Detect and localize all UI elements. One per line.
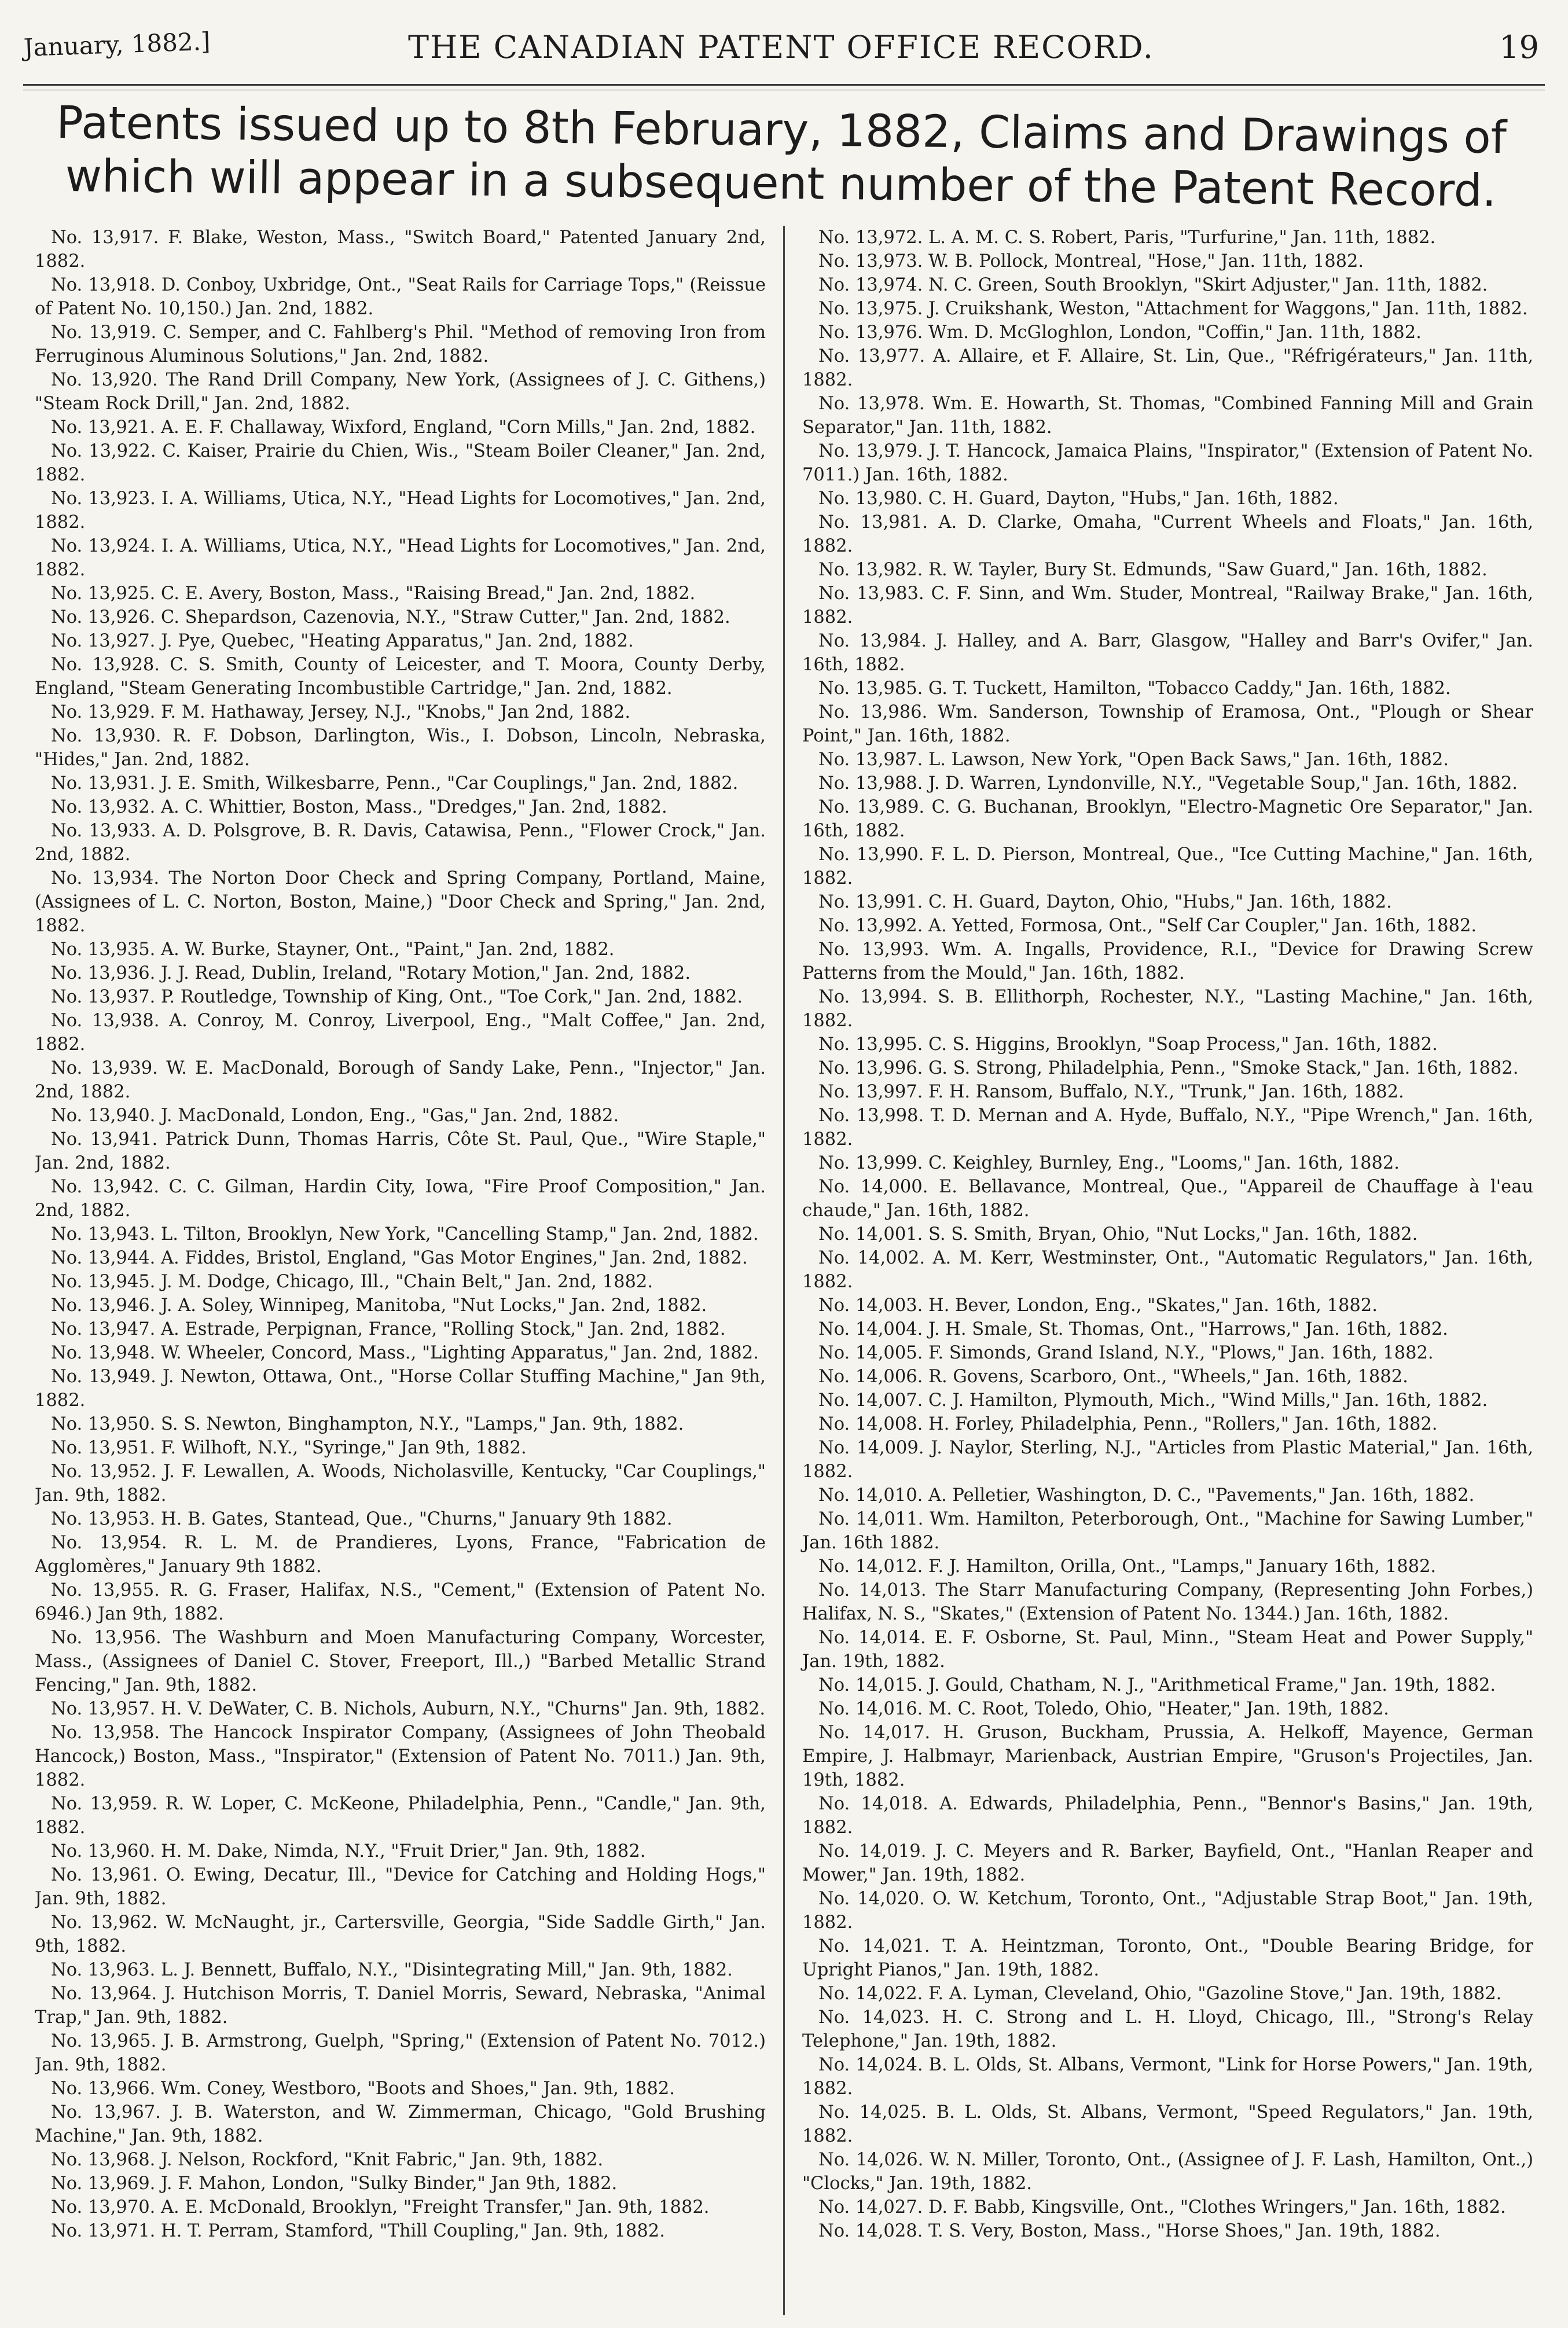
patent-entry: No. 13,944. A. Fiddes, Bristol, England, "Gas Motor Engines," Jan. 2nd, 1882.: [51, 1248, 748, 1268]
patent-entry: No. 13,979. J. T. Hancock, Jamaica Plains, "Inspirator," (Extension of Patent No. 7011.) Jan. 16th, 1882.: [802, 441, 1533, 485]
patent-entry: No. 13,958. The Hancock Inspirator Company, (Assignees of John Theobald Hancock,) Boston, Mass., "Inspirator," (Extension of Patent No. 7011.) Jan. 9th, 1882.: [35, 1723, 766, 1790]
page-number: 19: [1499, 29, 1539, 65]
patent-entry: No. 13,999. C. Keighley, Burnley, Eng., "Looms," Jan. 16th, 1882.: [818, 1153, 1400, 1173]
patent-entry: No. 13,993. Wm. A. Ingalls, Providence, R.I., "Device for Drawing Screw Patterns from the Mould," Jan. 16th, 1882.: [802, 939, 1533, 983]
patent-entry: No. 13,936. J. J. Read, Dublin, Ireland, "Rotary Motion," Jan. 2nd, 1882.: [51, 963, 691, 983]
patent-entry: No. 14,007. C. J. Hamilton, Plymouth, Mich., "Wind Mills," Jan. 16th, 1882.: [818, 1390, 1488, 1411]
patent-entry: No. 13,924. I. A. Williams, Utica, N.Y., "Head Lights for Locomotives," Jan. 2nd, 1882.: [35, 536, 766, 580]
patent-entry: No. 13,934. The Norton Door Check and Spring Company, Portland, Maine, (Assignees of L. C. Norton, Boston, Maine,) "Door Check and Spring," Jan. 2nd, 1882.: [35, 868, 766, 936]
patent-entry: No. 14,027. D. F. Babb, Kingsville, Ont., "Clothes Wringers," Jan. 16th, 1882.: [818, 2197, 1506, 2217]
patent-entry: No. 13,956. The Washburn and Moen Manufacturing Company, Worcester, Mass., (Assignees of Daniel C. Stover, Freeport, Ill.,) "Barbed Metallic Strand Fencing," Jan. 9th, 1882.: [35, 1628, 766, 1695]
patent-entry: No. 13,918. D. Conboy, Uxbridge, Ont., "Seat Rails for Carriage Tops," (Reissue of Patent No. 10,150.) Jan. 2nd, 1882.: [35, 275, 766, 319]
journal-title: THE CANADIAN PATENT OFFICE RECORD.: [408, 29, 1154, 65]
patent-entry: No. 13,983. C. F. Sinn, and Wm. Studer, Montreal, "Railway Brake," Jan. 16th, 1882.: [802, 583, 1533, 627]
patent-entry: No. 13,997. F. H. Ransom, Buffalo, N.Y., "Trunk," Jan. 16th, 1882.: [818, 1082, 1404, 1102]
patent-columns: [35, 226, 1533, 2315]
patent-entry: No. 14,016. M. C. Root, Toledo, Ohio, "Heater," Jan. 19th, 1882.: [818, 1699, 1389, 1719]
patent-entry: No. 14,019. J. C. Meyers and R. Barker, Bayfield, Ont., "Hanlan Reaper and Mower," Jan. 19th, 1882.: [802, 1841, 1533, 1885]
patent-entry: No. 13,946. J. A. Soley, Winnipeg, Manitoba, "Nut Locks," Jan. 2nd, 1882.: [51, 1295, 707, 1316]
patent-entry: No. 14,017. H. Gruson, Buckham, Prussia, A. Helkoff, Mayence, German Empire, J. Halbmayr, Marienback, Austrian Empire, "Gruson's Projectiles, Jan. 19th, 1882.: [802, 1723, 1533, 1790]
patent-entry: No. 13,952. J. F. Lewallen, A. Woods, Nicholasville, Kentucky, "Car Couplings," Jan. 9th, 1882.: [35, 1462, 766, 1506]
patent-entry: No. 13,994. S. B. Ellithorph, Rochester, N.Y., "Lasting Machine," Jan. 16th, 1882.: [802, 987, 1533, 1031]
patent-entry: No. 13,941. Patrick Dunn, Thomas Harris, Côte St. Paul, Que., "Wire Staple," Jan. 2nd, 1882.: [35, 1129, 766, 1173]
patent-entry: No. 14,002. A. M. Kerr, Westminster, Ont., "Automatic Regulators," Jan. 16th, 1882.: [802, 1248, 1533, 1292]
patent-entry: No. 13,962. W. McNaught, jr., Cartersville, Georgia, "Side Saddle Girth," Jan. 9th, 1882.: [35, 1912, 766, 1956]
patent-entry: No. 14,021. T. A. Heintzman, Toronto, Ont., "Double Bearing Bridge, for Upright Pianos," Jan. 19th, 1882.: [802, 1936, 1533, 1980]
patent-entry: No. 13,957. H. V. DeWater, C. B. Nichols, Auburn, N.Y., "Churns" Jan. 9th, 1882.: [51, 1699, 766, 1719]
patent-entry: No. 13,984. J. Halley, and A. Barr, Glasgow, "Halley and Barr's Ovifer," Jan. 16th, 1882.: [802, 631, 1533, 675]
patent-entry: No. 13,973. W. B. Pollock, Montreal, "Hose," Jan. 11th, 1882.: [818, 251, 1364, 271]
issue-date: January, 1882.]: [23, 27, 211, 62]
patent-entry: No. 13,989. C. G. Buchanan, Brooklyn, "Electro-Magnetic Ore Separator," Jan. 16th, 1882.: [802, 797, 1533, 841]
patent-entry: No. 14,014. E. F. Osborne, St. Paul, Minn., "Steam Heat and Power Supply," Jan. 19th, 1882.: [802, 1628, 1533, 1672]
patent-entry: No. 14,001. S. S. Smith, Bryan, Ohio, "Nut Locks," Jan. 16th, 1882.: [818, 1224, 1418, 1244]
patent-entry: No. 13,937. P. Routledge, Township of King, Ont., "Toe Cork," Jan. 2nd, 1882.: [51, 987, 743, 1007]
running-head: [23, 23, 1539, 75]
patent-entry: No. 13,927. J. Pye, Quebec, "Heating Apparatus," Jan. 2nd, 1882.: [51, 631, 634, 651]
patent-entry: No. 13,985. G. T. Tuckett, Hamilton, "Tobacco Caddy," Jan. 16th, 1882.: [818, 678, 1451, 699]
patent-entry: No. 13,963. L. J. Bennett, Buffalo, N.Y., "Disintegrating Mill," Jan. 9th, 1882.: [51, 1960, 733, 1980]
patent-entry: No. 13,931. J. E. Smith, Wilkesbarre, Penn., "Car Couplings," Jan. 2nd, 1882.: [51, 773, 739, 794]
patent-entry: No. 13,988. J. D. Warren, Lyndonville, N.Y., "Vegetable Soup," Jan. 16th, 1882.: [818, 773, 1518, 794]
patent-entry: No. 14,018. A. Edwards, Philadelphia, Penn., "Bennor's Basins," Jan. 19th, 1882.: [802, 1794, 1533, 1838]
patent-entry: No. 13,960. H. M. Dake, Nimda, N.Y., "Fruit Drier," Jan. 9th, 1882.: [51, 1841, 646, 1861]
patent-entry: No. 14,010. A. Pelletier, Washington, D. C., "Pavements," Jan. 16th, 1882.: [818, 1485, 1475, 1506]
patent-entry: No. 13,928. C. S. Smith, County of Leicester, and T. Moora, County Derby, England, "Steam Generating Incombustible Cartridge," Jan. 2nd, 1882.: [35, 655, 766, 699]
patent-entry: No. 13,972. L. A. M. C. S. Robert, Paris, "Turfurine," Jan. 11th, 1882.: [818, 227, 1436, 248]
patent-entry: No. 13,980. C. H. Guard, Dayton, "Hubs," Jan. 16th, 1882.: [818, 489, 1339, 509]
patent-entry: No. 13,964. J. Hutchison Morris, T. Daniel Morris, Seward, Nebraska, "Animal Trap," Jan. 9th, 1882.: [35, 1984, 766, 2028]
patent-entry: No. 14,015. J. Gould, Chatham, N. J., "Arithmetical Frame," Jan. 19th, 1882.: [818, 1675, 1496, 1695]
patent-entry: No. 13,987. L. Lawson, New York, "Open Back Saws," Jan. 16th, 1882.: [818, 750, 1449, 770]
patent-entry: No. 13,935. A. W. Burke, Stayner, Ont., "Paint," Jan. 2nd, 1882.: [51, 939, 615, 960]
patent-entry: No. 13,921. A. E. F. Challaway, Wixford, England, "Corn Mills," Jan. 2nd, 1882.: [51, 417, 756, 438]
patent-entry: No. 13,926. C. Shepardson, Cazenovia, N.Y., "Straw Cutter," Jan. 2nd, 1882.: [51, 607, 730, 627]
patent-entry: No. 13,953. H. B. Gates, Stantead, Que., "Churns," January 9th 1882.: [51, 1509, 673, 1529]
patent-entry: No. 14,025. B. L. Olds, St. Albans, Vermont, "Speed Regulators," Jan. 19th, 1882.: [802, 2102, 1533, 2146]
left-column: [35, 226, 783, 2315]
patent-entry: No. 14,005. F. Simonds, Grand Island, N.Y., "Plows," Jan. 16th, 1882.: [818, 1343, 1434, 1363]
patent-entry: No. 13,998. T. D. Mernan and A. Hyde, Buffalo, N.Y., "Pipe Wrench," Jan. 16th, 1882.: [802, 1106, 1533, 1150]
patent-entry: No. 14,009. J. Naylor, Sterling, N.J., "Articles from Plastic Material," Jan. 16th, 1882.: [802, 1438, 1533, 1482]
patent-entry: No. 14,000. E. Bellavance, Montreal, Que., "Appareil de Chauffage à l'eau chaude," Jan. 16th, 1882.: [802, 1177, 1533, 1221]
section-heading: Patents issued up to 8th February, 1882, Claims and Drawings of which will appear in a subsequent number of the Patent Record.: [56, 97, 1507, 218]
patent-entry: No. 13,982. R. W. Tayler, Bury St. Edmunds, "Saw Guard," Jan. 16th, 1882.: [818, 560, 1488, 580]
patent-entry: No. 14,003. H. Bever, London, Eng., "Skates," Jan. 16th, 1882.: [818, 1295, 1378, 1316]
patent-entry: No. 13,996. G. S. Strong, Philadelphia, Penn., "Smoke Stack," Jan. 16th, 1882.: [818, 1058, 1519, 1078]
patent-entry: No. 13,991. C. H. Guard, Dayton, Ohio, "Hubs," Jan. 16th, 1882.: [818, 892, 1392, 912]
patent-entry: No. 14,022. F. A. Lyman, Cleveland, Ohio, "Gazoline Stove," Jan. 19th, 1882.: [818, 1984, 1502, 2004]
patent-entry: No. 13,970. A. E. McDonald, Brooklyn, "Freight Transfer," Jan. 9th, 1882.: [51, 2197, 710, 2217]
patent-entry: No. 13,932. A. C. Whittier, Boston, Mass., "Dredges," Jan. 2nd, 1882.: [51, 797, 667, 817]
right-column: [785, 226, 1533, 2315]
patent-entry: No. 14,026. W. N. Miller, Toronto, Ont., (Assignee of J. F. Lash, Hamilton, Ont.,) "Clocks," Jan. 19th, 1882.: [802, 2150, 1533, 2194]
patent-entry: No. 13,929. F. M. Hathaway, Jersey, N.J., "Knobs," Jan 2nd, 1882.: [51, 702, 631, 722]
patent-entry: No. 13,975. J. Cruikshank, Weston, "Attachment for Waggons," Jan. 11th, 1882.: [818, 299, 1528, 319]
patent-entry: No. 13,948. W. Wheeler, Concord, Mass., "Lighting Apparatus," Jan. 2nd, 1882.: [51, 1343, 759, 1363]
patent-entry: No. 13,950. S. S. Newton, Binghampton, N.Y., "Lamps," Jan. 9th, 1882.: [51, 1414, 684, 1434]
patent-entry: No. 13,995. C. S. Higgins, Brooklyn, "Soap Process," Jan. 16th, 1882.: [818, 1034, 1438, 1055]
patent-entry: No. 13,967. J. B. Waterston, and W. Zimmerman, Chicago, "Gold Brushing Machine," Jan. 9th, 1882.: [35, 2102, 766, 2146]
patent-entry: No. 13,969. J. F. Mahon, London, "Sulky Binder," Jan 9th, 1882.: [51, 2173, 618, 2194]
patent-entry: No. 14,023. H. C. Strong and L. H. Lloyd, Chicago, Ill., "Strong's Relay Telephone," Jan. 19th, 1882.: [802, 2007, 1533, 2051]
patent-entry: No. 13,933. A. D. Polsgrove, B. R. Davis, Catawisa, Penn., "Flower Crock," Jan. 2nd, 1882.: [35, 821, 766, 865]
patent-entry: No. 14,004. J. H. Smale, St. Thomas, Ont., "Harrows," Jan. 16th, 1882.: [818, 1319, 1448, 1339]
patent-entry: No. 14,024. B. L. Olds, St. Albans, Vermont, "Link for Horse Powers," Jan. 19th, 1882.: [802, 2055, 1533, 2099]
patent-entry: No. 14,011. Wm. Hamilton, Peterborough, Ont., "Machine for Sawing Lumber," Jan. 16th 1882.: [802, 1509, 1533, 1553]
patent-entry: No. 13,986. Wm. Sanderson, Township of Eramosa, Ont., "Plough or Shear Point," Jan. 16th, 1882.: [802, 702, 1533, 746]
patent-entry: No. 13,922. C. Kaiser, Prairie du Chien, Wis., "Steam Boiler Cleaner," Jan. 2nd, 1882.: [35, 441, 766, 485]
patent-entry: No. 13,945. J. M. Dodge, Chicago, Ill., "Chain Belt," Jan. 2nd, 1882.: [51, 1272, 653, 1292]
header-rule: [23, 84, 1545, 86]
patent-entry: No. 14,006. R. Govens, Scarboro, Ont., "Wheels," Jan. 16th, 1882.: [818, 1367, 1408, 1387]
patent-entry: No. 13,923. I. A. Williams, Utica, N.Y., "Head Lights for Locomotives," Jan. 2nd, 1882.: [35, 489, 766, 533]
patent-entry: No. 14,013. The Starr Manufacturing Company, (Representing John Forbes,) Halifax, N. S., "Skates," (Extension of Patent No. 1344.) Jan. 16th, 1882.: [802, 1580, 1533, 1624]
patent-entry: No. 13,949. J. Newton, Ottawa, Ont., "Horse Collar Stuffing Machine," Jan 9th, 1882.: [35, 1367, 766, 1411]
patent-entry: No. 13,954. R. L. M. de Prandieres, Lyons, France, "Fabrication de Agglomères," January 9th 1882.: [35, 1533, 766, 1577]
patent-entry: No. 13,976. Wm. D. McGloghlon, London, "Coffin," Jan. 11th, 1882.: [818, 322, 1422, 343]
patent-entry: No. 13,925. C. E. Avery, Boston, Mass., "Raising Bread," Jan. 2nd, 1882.: [51, 583, 696, 604]
patent-entry: No. 13,938. A. Conroy, M. Conroy, Liverpool, Eng., "Malt Coffee," Jan. 2nd, 1882.: [35, 1011, 766, 1055]
patent-entry: No. 13,992. A. Yetted, Formosa, Ont., "Self Car Coupler," Jan. 16th, 1882.: [818, 916, 1477, 936]
patent-entry: No. 14,012. F. J. Hamilton, Orilla, Ont., "Lamps," January 16th, 1882.: [818, 1556, 1437, 1577]
patent-entry: No. 13,920. The Rand Drill Company, New York, (Assignees of J. C. Githens,) "Steam Rock Drill," Jan. 2nd, 1882.: [35, 370, 766, 414]
patent-entry: No. 13,990. F. L. D. Pierson, Montreal, Que., "Ice Cutting Machine," Jan. 16th, 1882.: [802, 844, 1533, 888]
patent-entry: No. 13,959. R. W. Loper, C. McKeone, Philadelphia, Penn., "Candle," Jan. 9th, 1882.: [35, 1794, 766, 1838]
patent-entry: No. 13,974. N. C. Green, South Brooklyn, "Skirt Adjuster," Jan. 11th, 1882.: [818, 275, 1488, 295]
patent-entry: No. 13,968. J. Nelson, Rockford, "Knit Fabric," Jan. 9th, 1882.: [51, 2150, 604, 2170]
patent-entry: No. 13,961. O. Ewing, Decatur, Ill., "Device for Catching and Holding Hogs," Jan. 9th, 1882.: [35, 1865, 766, 1909]
patent-entry: No. 13,943. L. Tilton, Brooklyn, New York, "Cancelling Stamp," Jan. 2nd, 1882.: [51, 1224, 759, 1244]
patent-entry: No. 14,020. O. W. Ketchum, Toronto, Ont., "Adjustable Strap Boot," Jan. 19th, 1882.: [802, 1889, 1533, 1933]
patent-entry: No. 13,965. J. B. Armstrong, Guelph, "Spring," (Extension of Patent No. 7012.) Jan. 9th, 1882.: [35, 2031, 766, 2075]
patent-entry: No. 13,930. R. F. Dobson, Darlington, Wis., I. Dobson, Lincoln, Nebraska, "Hides," Jan. 2nd, 1882.: [35, 726, 766, 770]
patent-entry: No. 14,008. H. Forley, Philadelphia, Penn., "Rollers," Jan. 16th, 1882.: [818, 1414, 1438, 1434]
patent-entry: No. 13,951. F. Wilhoft, N.Y., "Syringe," Jan 9th, 1882.: [51, 1438, 527, 1458]
patent-entry: No. 13,919. C. Semper, and C. Fahlberg's Phil. "Method of removing Iron from Ferruginous Aluminous Solutions," Jan. 2nd, 1882.: [35, 322, 766, 366]
patent-entry: No. 13,917. F. Blake, Weston, Mass., "Switch Board," Patented January 2nd, 1882.: [35, 227, 766, 271]
patent-entry: No. 13,942. C. C. Gilman, Hardin City, Iowa, "Fire Proof Composition," Jan. 2nd, 1882.: [35, 1177, 766, 1221]
patent-entry: No. 13,966. Wm. Coney, Westboro, "Boots and Shoes," Jan. 9th, 1882.: [51, 2079, 675, 2099]
patent-entry: No. 13,955. R. G. Fraser, Halifax, N.S., "Cement," (Extension of Patent No. 6946.) Jan 9th, 1882.: [35, 1580, 766, 1624]
patent-entry: No. 13,940. J. MacDonald, London, Eng., "Gas," Jan. 2nd, 1882.: [51, 1106, 619, 1126]
patent-entry: No. 13,939. W. E. MacDonald, Borough of Sandy Lake, Penn., "Injector," Jan. 2nd, 1882.: [35, 1058, 766, 1102]
patent-entry: No. 13,978. Wm. E. Howarth, St. Thomas, "Combined Fanning Mill and Grain Separator," Jan. 11th, 1882.: [802, 394, 1533, 438]
patent-entry: No. 14,028. T. S. Very, Boston, Mass., "Horse Shoes," Jan. 19th, 1882.: [818, 2221, 1441, 2241]
patent-entry: No. 13,947. A. Estrade, Perpignan, France, "Rolling Stock," Jan. 2nd, 1882.: [51, 1319, 726, 1339]
patent-entry: No. 13,977. A. Allaire, et F. Allaire, St. Lin, Que., "Réfrigérateurs," Jan. 11th, 1882.: [802, 346, 1533, 390]
patent-entry: No. 13,971. H. T. Perram, Stamford, "Thill Coupling," Jan. 9th, 1882.: [51, 2221, 665, 2241]
patent-entry: No. 13,981. A. D. Clarke, Omaha, "Current Wheels and Floats," Jan. 16th, 1882.: [802, 512, 1533, 556]
